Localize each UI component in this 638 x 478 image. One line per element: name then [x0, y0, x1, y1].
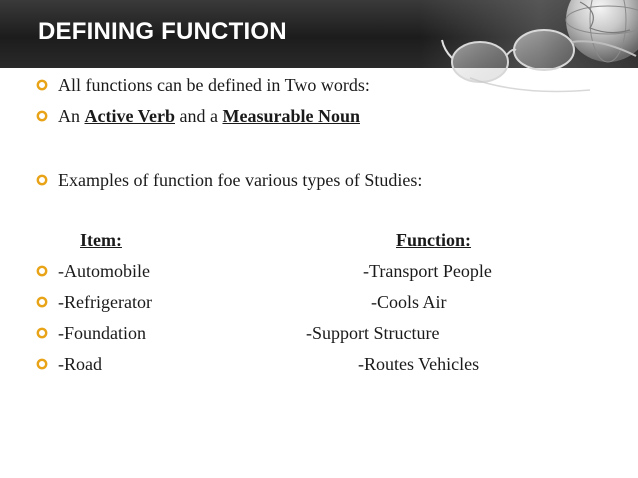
table-row	[0, 321, 638, 345]
item-cell: -Refrigerator	[58, 292, 152, 312]
bullet-prefix: An	[58, 106, 85, 126]
item-header: Item:	[80, 230, 122, 250]
ring-bullet-icon	[36, 79, 48, 91]
bullet-text: All functions can be defined in Two words:	[58, 75, 370, 95]
table-row	[0, 352, 638, 376]
bullet-row-2	[0, 104, 638, 128]
ring-bullet-icon	[36, 174, 48, 186]
bullet-text: Examples of function foe various types of Studies:	[58, 170, 423, 190]
bullet-row-3	[0, 168, 638, 192]
bullet-text	[58, 104, 360, 128]
slide-title: DEFINING FUNCTION	[38, 18, 287, 45]
bullet-middle: and a	[174, 106, 223, 126]
ring-bullet-icon	[36, 110, 48, 122]
table-header-row	[0, 228, 638, 252]
item-cell: -Automobile	[58, 261, 150, 281]
function-header: Function:	[396, 230, 472, 250]
table-row	[0, 259, 638, 283]
function-cell: -Cools Air	[371, 292, 447, 312]
function-cell: -Transport People	[363, 261, 492, 281]
item-cell: -Foundation	[58, 323, 146, 343]
ring-bullet-icon	[36, 327, 48, 339]
bullet-row-1	[0, 73, 638, 97]
function-cell: -Support Structure	[306, 323, 440, 343]
function-cell: -Routes Vehicles	[358, 354, 480, 374]
term-measurable-noun: Measurable Noun	[222, 106, 360, 126]
ring-bullet-icon	[36, 265, 48, 277]
table-row	[0, 290, 638, 314]
term-active-verb: Active Verb	[84, 106, 175, 126]
item-cell: -Road	[58, 354, 102, 374]
ring-bullet-icon	[36, 296, 48, 308]
ring-bullet-icon	[36, 358, 48, 370]
